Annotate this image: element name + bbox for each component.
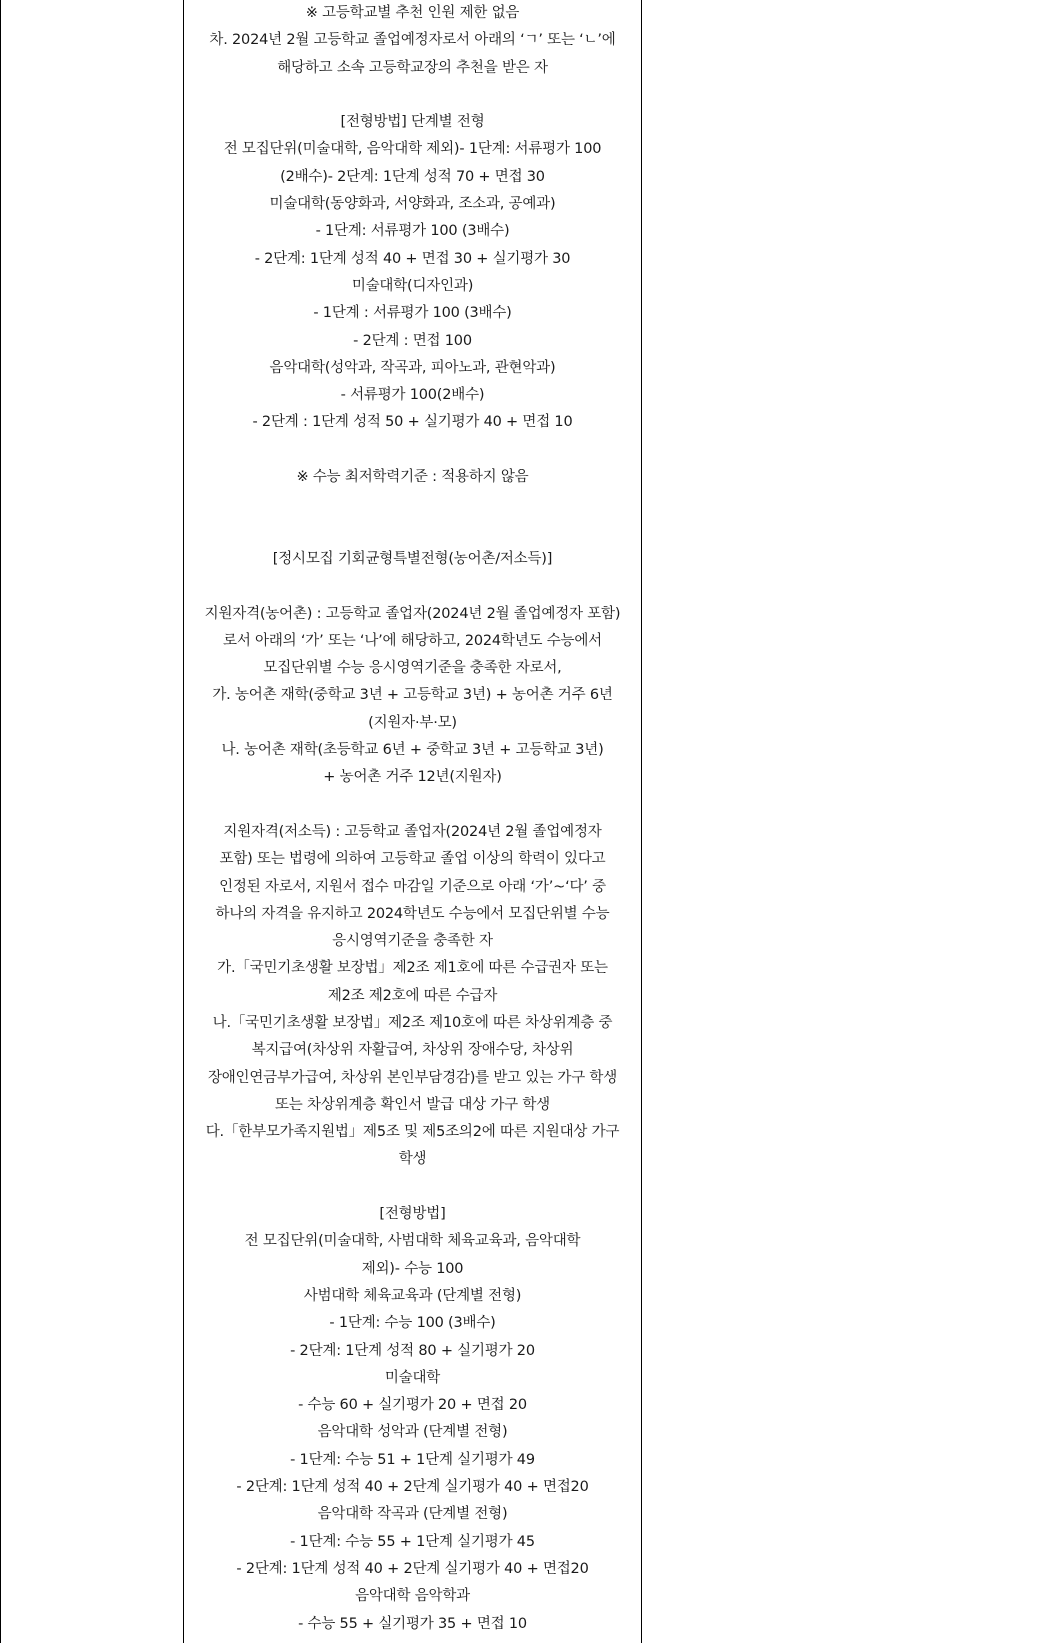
- text-line: 응시영역기준을 충족한 자: [332, 933, 493, 950]
- text-line: - 2단계: 1단계 성적 40 + 면접 30 + 실기평가 30: [254, 250, 571, 267]
- text-line: - 수능 60 + 실기평가 20 + 면접 20: [298, 1397, 527, 1414]
- document-table-cell: [183, 0, 642, 1643]
- blank-line: [184, 82, 641, 109]
- text-line: 나. 농어촌 재학(초등학교 6년 + 중학교 3년 + 고등학교 3년): [221, 742, 604, 759]
- text-line: - 2단계: 1단계 성적 40 + 2단계 실기평가 40 + 면접20: [236, 1560, 589, 1577]
- text-line: 학생: [398, 1151, 427, 1168]
- text-line: (2배수)- 2단계: 1단계 성적 70 + 면접 30: [280, 168, 545, 185]
- text-line: - 서류평가 100(2배수): [340, 387, 485, 404]
- text-line: [전형방법] 단계별 전형: [340, 114, 485, 131]
- text-line: 전 모집단위(미술대학, 음악대학 제외)- 1단계: 서류평가 100: [223, 141, 602, 158]
- text-line: 모집단위별 수능 응시영역기준을 충족한 자로서,: [263, 660, 562, 677]
- text-line: - 2단계: 1단계 성적 40 + 2단계 실기평가 40 + 면접20: [236, 1479, 589, 1496]
- text-line: 하나의 자격을 유지하고 2024학년도 수능에서 모집단위별 수능: [215, 905, 610, 922]
- text-line: [정시모집 기회균형특별전형(농어촌/저소득)]: [272, 550, 553, 567]
- text-line: 음악대학 작곡과 (단계별 전형): [317, 1506, 508, 1523]
- text-line: - 1단계: 수능 100 (3배수): [329, 1315, 496, 1332]
- text-line: 음악대학(성악과, 작곡과, 피아노과, 관현악과): [269, 359, 556, 376]
- text-line: 음악대학 음악학과: [355, 1588, 470, 1605]
- text-line: 가. 농어촌 재학(중학교 3년 + 고등학교 3년) + 농어촌 거주 6년: [212, 687, 613, 704]
- text-line: - 2단계: 1단계 성적 80 + 실기평가 20: [290, 1342, 535, 1359]
- text-line: - 1단계: 수능 55 + 1단계 실기평가 45: [290, 1533, 535, 1550]
- admission-text-body: [184, 0, 641, 1638]
- text-line: 제외)- 수능 100: [361, 1260, 464, 1277]
- text-line: 나.「국민기초생활 보장법」제2조 제10호에 따른 차상위계층 중: [212, 1014, 613, 1031]
- text-line: - 1단계: 서류평가 100 (3배수): [315, 223, 510, 240]
- page-left-border: [0, 0, 1, 1643]
- text-line: - 1단계: 수능 51 + 1단계 실기평가 49: [290, 1451, 535, 1468]
- text-line: 전 모집단위(미술대학, 사범대학 체육교육과, 음악대학: [244, 1233, 581, 1250]
- text-line: [전형방법]: [379, 1206, 446, 1223]
- text-line: 미술대학(동양화과, 서양화과, 조소과, 공예과): [269, 196, 556, 213]
- text-line: - 1단계 : 서류평가 100 (3배수): [313, 305, 512, 322]
- text-line: 해당하고 소속 고등학교장의 추천을 받은 자: [277, 59, 548, 76]
- text-line: 제2조 제2호에 따른 수급자: [327, 987, 498, 1004]
- text-line: ※ 고등학교별 추천 인원 제한 없음: [305, 5, 520, 21]
- blank-line: [184, 519, 641, 546]
- text-line: 로서 아래의 ‘가’ 또는 ‘나’에 해당하고, 2024학년도 수능에서: [223, 632, 602, 649]
- blank-line: [184, 437, 641, 464]
- blank-line: [184, 792, 641, 819]
- text-line: ※ 수능 최저학력기준 : 적용하지 않음: [296, 469, 529, 486]
- text-line: 다.「한부모가족지원법」제5조 및 제5조의2에 따른 지원대상 가구: [205, 1124, 620, 1141]
- text-line: 사범대학 체육교육과 (단계별 전형): [303, 1287, 522, 1304]
- text-line: 지원자격(농어촌) : 고등학교 졸업자(2024년 2월 졸업예정자 포함): [204, 605, 621, 622]
- text-line: 인정된 자로서, 지원서 접수 마감일 기준으로 아래 ‘가’~‘다’ 중: [219, 878, 606, 895]
- text-line: 미술대학(디자인과): [351, 277, 474, 294]
- blank-line: [184, 491, 641, 518]
- text-line: 음악대학 성악과 (단계별 전형): [317, 1424, 508, 1441]
- text-line: 포함) 또는 법령에 의하여 고등학교 졸업 이상의 학력이 있다고: [219, 851, 606, 868]
- text-line: 미술대학: [384, 1369, 441, 1386]
- text-line: 차. 2024년 2월 고등학교 졸업예정자로서 아래의 ‘ㄱ’ 또는 ‘ㄴ’에: [209, 32, 616, 49]
- text-line: 가.「국민기초생활 보장법」제2조 제1호에 따른 수급권자 또는: [217, 960, 608, 977]
- text-line: 지원자격(저소득) : 고등학교 졸업자(2024년 2월 졸업예정자: [223, 823, 602, 840]
- text-line: - 2단계 : 면접 100: [353, 332, 472, 349]
- text-line: (지원자·부·모): [368, 714, 457, 731]
- text-line: + 농어촌 거주 12년(지원자): [323, 769, 502, 786]
- text-line: - 수능 55 + 실기평가 35 + 면접 10: [298, 1615, 527, 1632]
- blank-line: [184, 1174, 641, 1201]
- text-line: 또는 차상위계층 확인서 발급 대상 가구 학생: [275, 1096, 550, 1113]
- text-line: 장애인연금부가급여, 차상위 본인부담경감)를 받고 있는 가구 학생: [207, 1069, 618, 1086]
- text-line: - 2단계 : 1단계 성적 50 + 실기평가 40 + 면접 10: [252, 414, 573, 431]
- blank-line: [184, 573, 641, 600]
- text-line: 복지급여(차상위 자활급여, 차상위 장애수당, 차상위: [251, 1042, 574, 1059]
